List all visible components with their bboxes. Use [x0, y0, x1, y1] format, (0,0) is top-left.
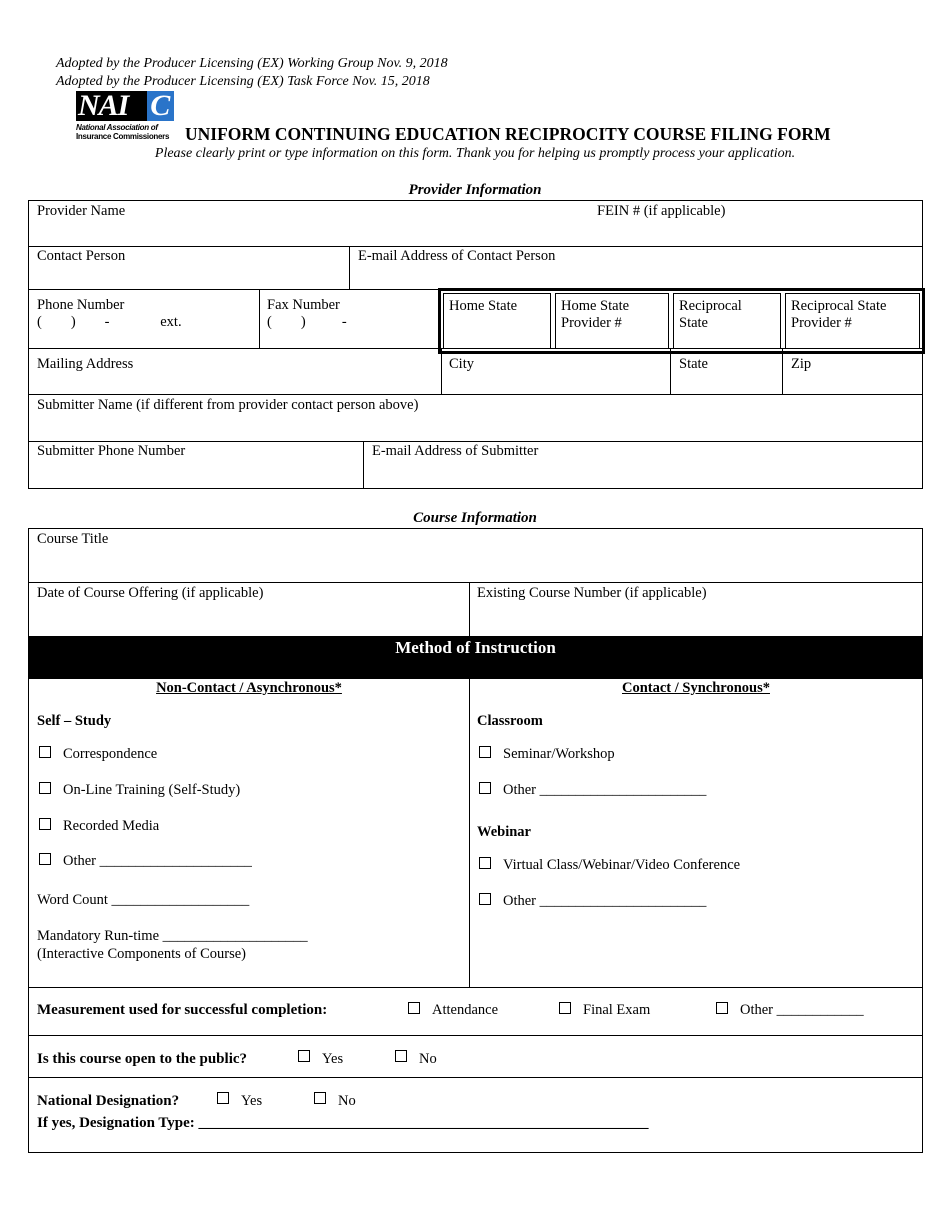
fein-field[interactable]: FEIN # (if applicable): [597, 203, 726, 219]
attendance-checkbox[interactable]: [408, 1002, 420, 1014]
naic-logo: [76, 91, 174, 143]
submitter-phone-field[interactable]: Submitter Phone Number: [37, 443, 186, 459]
home-state-provider-line1: Home State: [561, 298, 630, 314]
word-count-field[interactable]: Word Count ___________________: [37, 892, 250, 908]
home-state-provider-line2: Provider #: [561, 315, 622, 331]
noncontact-title: Non-Contact / Asynchronous*: [156, 680, 342, 696]
webinar-heading: Webinar: [477, 824, 531, 840]
reciprocal-state-label: [679, 298, 742, 332]
designation-yes-label: Yes: [241, 1093, 263, 1109]
public-yes-label: Yes: [322, 1051, 344, 1067]
other-noncontact-checkbox[interactable]: [39, 853, 51, 865]
other-classroom-label[interactable]: Other _______________________: [503, 782, 707, 798]
classroom-heading: Classroom: [477, 713, 543, 729]
contact-title: Contact / Synchronous*: [622, 680, 770, 696]
final-exam-label: Final Exam: [583, 1002, 651, 1018]
public-no-label: No: [419, 1051, 437, 1067]
other-webinar-label[interactable]: Other _______________________: [503, 893, 707, 909]
existing-course-number-field[interactable]: Existing Course Number (if applicable): [477, 585, 707, 601]
contact-email-field[interactable]: E-mail Address of Contact Person: [358, 248, 556, 264]
form-subtitle: Please clearly print or type information on this form. Thank you for helping us promptly process your application.: [154, 146, 796, 161]
attendance-label: Attendance: [432, 1002, 499, 1018]
mandatory-runtime-field[interactable]: Mandatory Run-time ____________________: [37, 928, 308, 944]
state-field[interactable]: State: [679, 356, 708, 372]
adopted-working-group: Adopted by the Producer Licensing (EX) Working Group Nov. 9, 2018: [56, 56, 448, 71]
home-state-provider-field[interactable]: [555, 293, 669, 349]
public-yes-checkbox[interactable]: [298, 1050, 310, 1062]
seminar-checkbox[interactable]: [479, 746, 491, 758]
state-provider-group: [438, 288, 925, 354]
reciprocal-provider-field[interactable]: [785, 293, 920, 349]
reciprocal-provider-line1: Reciprocal State: [791, 298, 887, 314]
course-title-field[interactable]: Course Title: [37, 531, 109, 547]
online-training-checkbox[interactable]: [39, 782, 51, 794]
logo-subtitle-2: Insurance Commissioners: [76, 132, 170, 141]
home-state-field[interactable]: [443, 293, 551, 349]
recorded-media-checkbox[interactable]: [39, 818, 51, 830]
public-question-label: Is this course open to the public?: [37, 1051, 248, 1067]
correspondence-checkbox[interactable]: [39, 746, 51, 758]
designation-yes-checkbox[interactable]: [217, 1092, 229, 1104]
virtual-class-checkbox[interactable]: [479, 857, 491, 869]
submitter-name-field[interactable]: Submitter Name (if different from provider contact person above): [37, 397, 419, 413]
provider-section-title: Provider Information: [408, 182, 542, 198]
logo-naic-text: NAI: [76, 91, 147, 121]
home-state-provider-label: [561, 298, 629, 332]
home-state-label: Home State: [449, 298, 518, 314]
adopted-task-force: Adopted by the Producer Licensing (EX) Task Force Nov. 15, 2018: [56, 74, 430, 89]
course-table: [28, 528, 923, 1153]
form-title: UNIFORM CONTINUING EDUCATION RECIPROCITY COURSE FILING FORM: [185, 124, 831, 144]
interactive-components-note: (Interactive Components of Course): [37, 946, 246, 962]
measurement-label: Measurement used for successful completion:: [37, 1002, 328, 1018]
recorded-media-label: Recorded Media: [63, 818, 160, 834]
city-field[interactable]: City: [449, 356, 474, 372]
designation-question-label: National Designation?: [37, 1093, 180, 1109]
submitter-email-field[interactable]: E-mail Address of Submitter: [372, 443, 539, 459]
seminar-label: Seminar/Workshop: [503, 746, 615, 762]
phone-number-label: Phone Number: [37, 297, 125, 313]
fax-number-format: ( ) -: [267, 314, 347, 330]
virtual-class-label: Virtual Class/Webinar/Video Conference: [503, 857, 741, 873]
designation-no-checkbox[interactable]: [314, 1092, 326, 1104]
method-of-instruction-bar: Method of Instruction: [29, 636, 922, 679]
reciprocal-provider-line2: Provider #: [791, 315, 852, 331]
phone-number-field[interactable]: [37, 297, 182, 331]
reciprocal-state-line1: Reciprocal: [679, 298, 742, 314]
reciprocal-state-line2: State: [679, 315, 708, 331]
contact-person-field[interactable]: Contact Person: [37, 248, 126, 264]
logo-subtitle-1: National Association of: [76, 123, 158, 132]
zip-field[interactable]: Zip: [791, 356, 812, 372]
other-measurement-label[interactable]: Other ____________: [740, 1002, 864, 1018]
designation-type-field[interactable]: If yes, Designation Type: ____________________________________________________________: [37, 1115, 649, 1131]
reciprocal-state-field[interactable]: [673, 293, 781, 349]
other-noncontact-label[interactable]: Other _____________________: [63, 853, 252, 869]
designation-no-label: No: [338, 1093, 356, 1109]
final-exam-checkbox[interactable]: [559, 1002, 571, 1014]
logo-c-text: C: [147, 91, 174, 121]
online-training-label: On-Line Training (Self-Study): [63, 782, 241, 798]
phone-number-format: ( ) - ext.: [37, 314, 182, 330]
provider-name-field[interactable]: Provider Name: [37, 203, 126, 219]
date-offering-field[interactable]: Date of Course Offering (if applicable): [37, 585, 264, 601]
reciprocal-provider-label: [791, 298, 886, 332]
other-classroom-checkbox[interactable]: [479, 782, 491, 794]
public-no-checkbox[interactable]: [395, 1050, 407, 1062]
mailing-address-field[interactable]: Mailing Address: [37, 356, 134, 372]
fax-number-label: Fax Number: [267, 297, 340, 313]
correspondence-label: Correspondence: [63, 746, 158, 762]
other-webinar-checkbox[interactable]: [479, 893, 491, 905]
course-section-title: Course Information: [413, 510, 537, 526]
self-study-heading: Self – Study: [37, 713, 112, 729]
other-measurement-checkbox[interactable]: [716, 1002, 728, 1014]
fax-number-field[interactable]: [267, 297, 347, 331]
